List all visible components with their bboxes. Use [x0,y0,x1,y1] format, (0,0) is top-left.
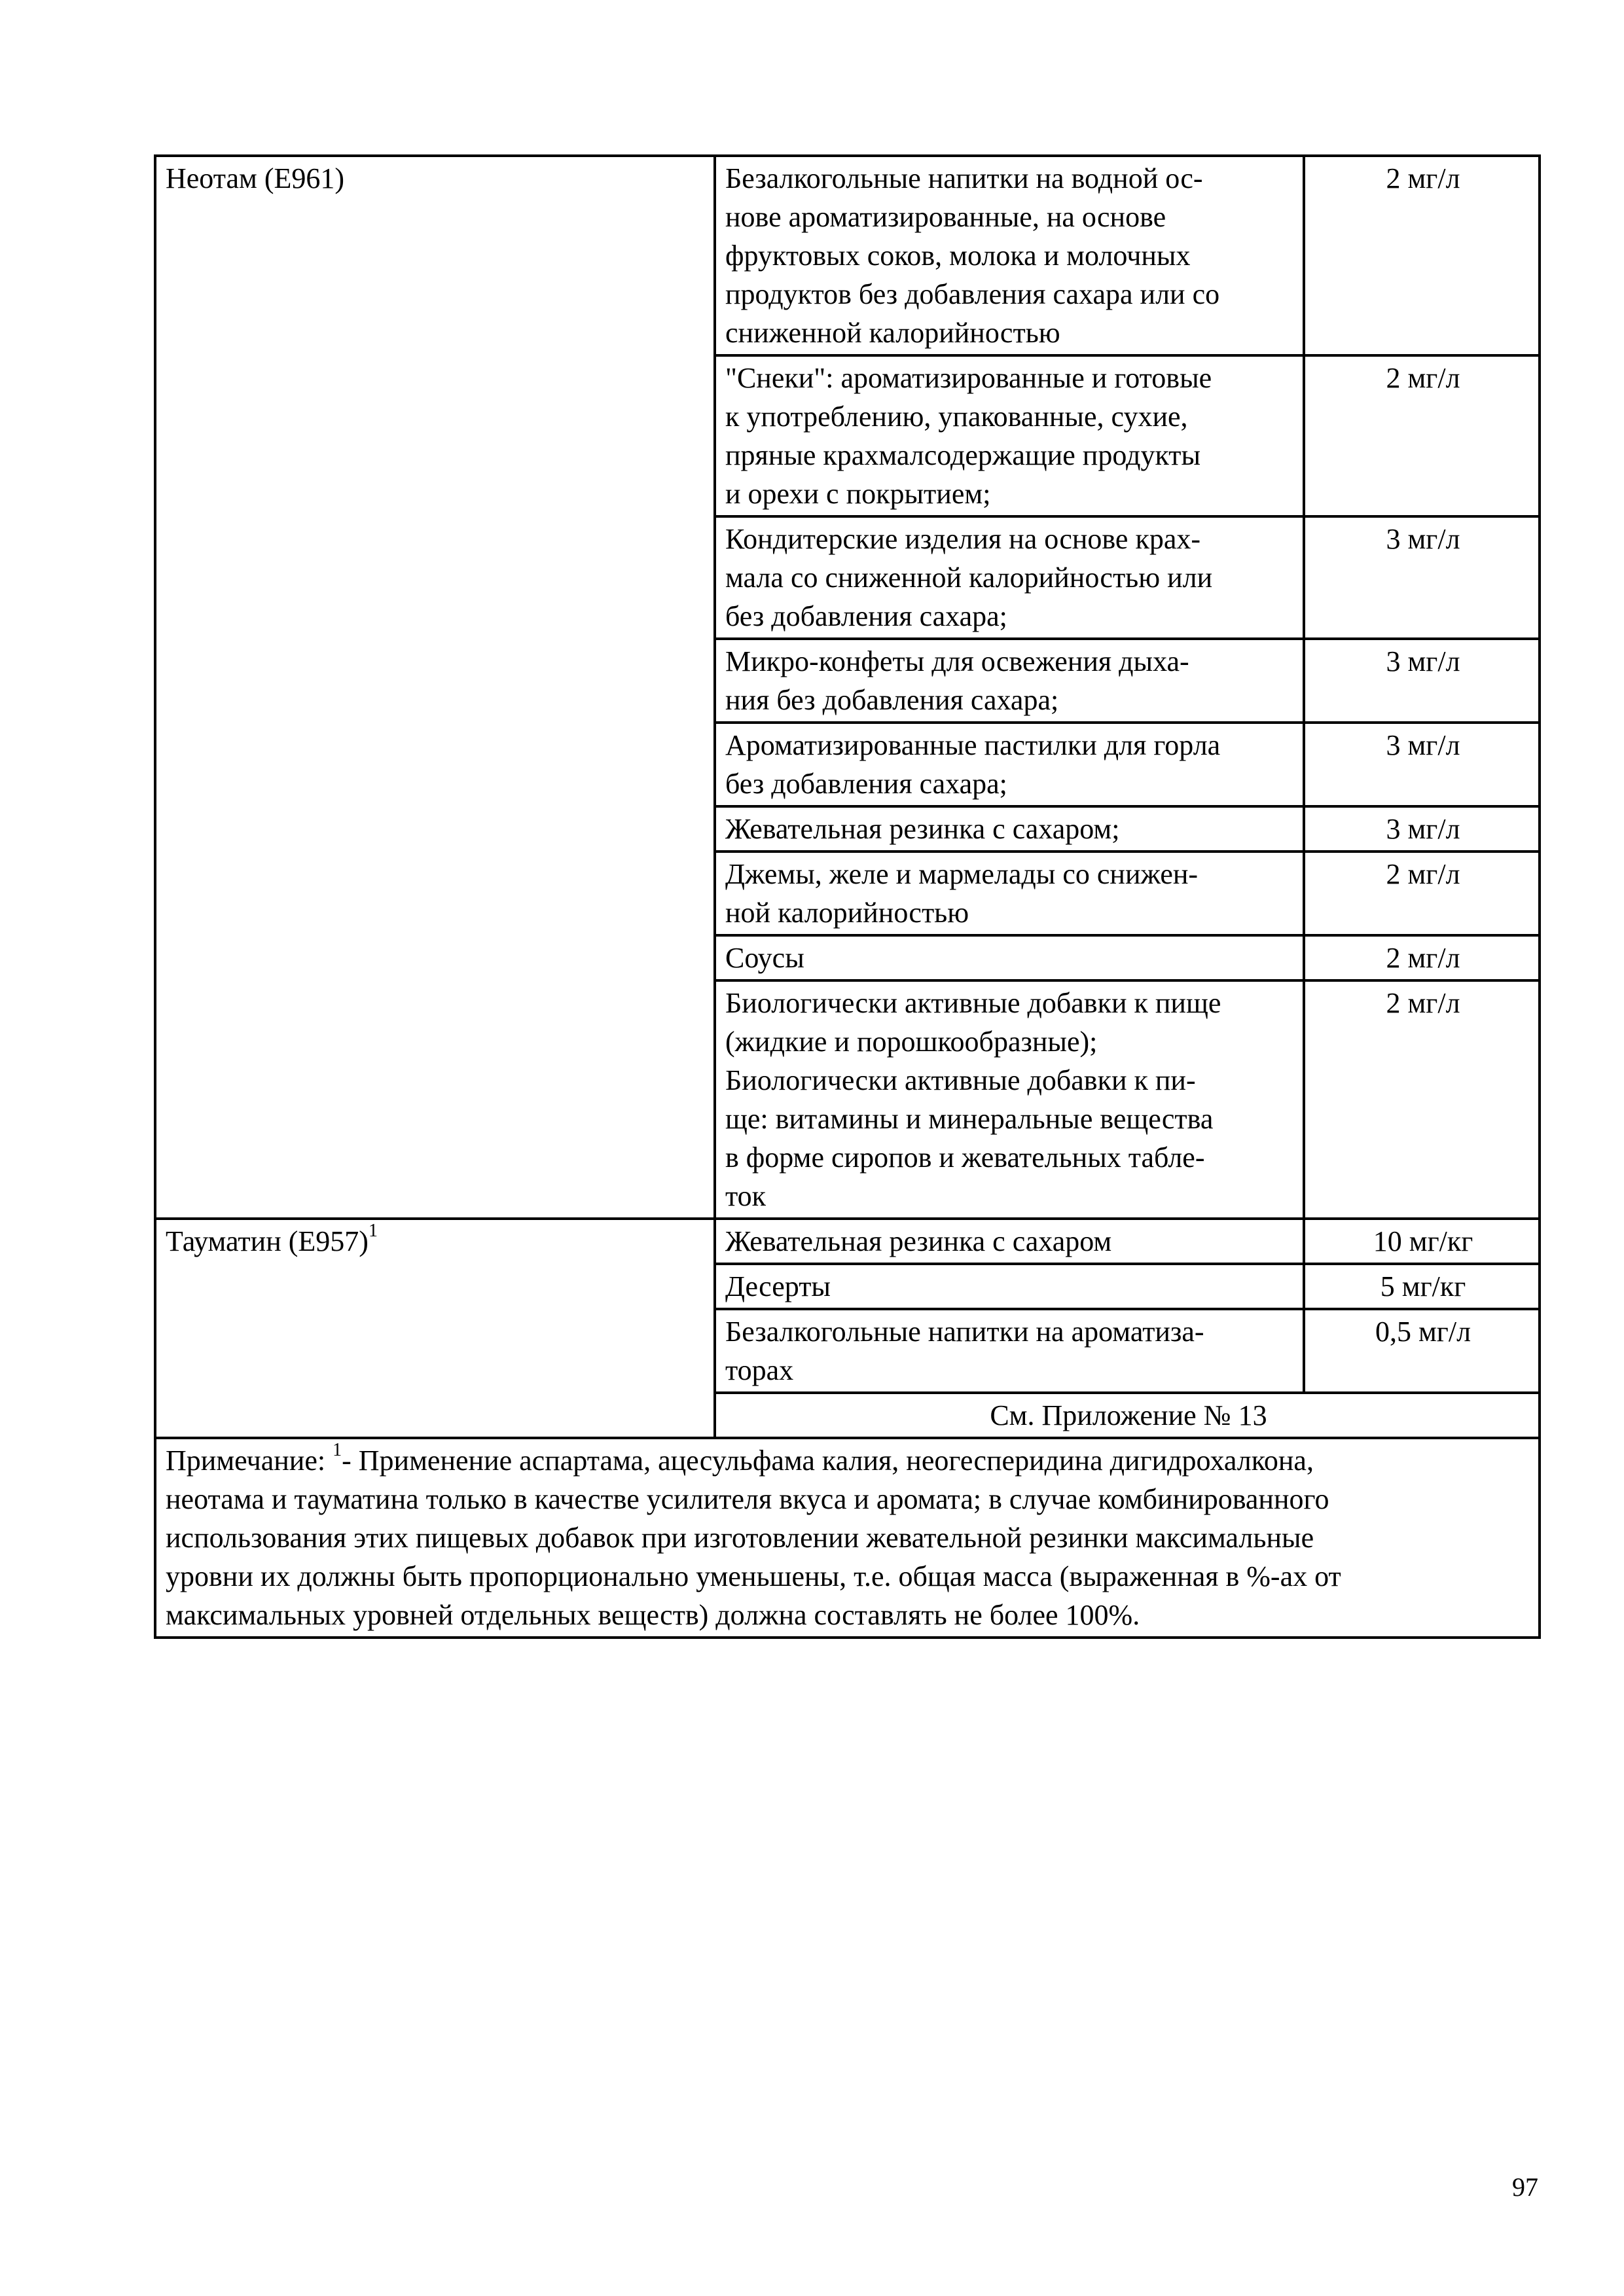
level-cell: 0,5 мг/л [1304,1309,1540,1393]
table-row [155,1438,1540,1638]
level-cell: 3 мг/л [1304,639,1540,723]
product-cell: Жевательная резинка с сахаром [715,1219,1304,1264]
additive-name-thaumatin [155,1219,715,1438]
note-cell [155,1438,1540,1638]
level-cell: 2 мг/л [1304,980,1540,1219]
table-row [155,1219,1540,1264]
product-cell: Ароматизированные пастилки для горла без добавления сахара; [715,723,1304,806]
product-cell: Безалкогольные напитки на водной ос- нове ароматизированные, на основе фруктовых соков, молока и молочных продуктов без добавления сахара или со сниженной калорийностью [715,156,1304,355]
level-cell: 5 мг/кг [1304,1264,1540,1309]
product-cell: Микро-конфеты для освежения дыха- ния без добавления сахара; [715,639,1304,723]
table-row [155,156,1540,355]
level-cell: 3 мг/л [1304,516,1540,639]
level-cell: 3 мг/л [1304,806,1540,852]
level-cell: 2 мг/л [1304,935,1540,980]
level-cell: 10 мг/кг [1304,1219,1540,1264]
see-appendix-cell: См. Приложение № 13 [715,1393,1540,1438]
footnote-mark: 1 [368,1221,378,1242]
level-cell: 3 мг/л [1304,723,1540,806]
product-cell: Биологически активные добавки к пище (жидкие и порошкообразные); Биологически активные добавки к пи- ще: витамины и минеральные вещества в форме сиропов и жевательных табле- ток [715,980,1304,1219]
additives-table [154,154,1541,1639]
footnote-mark: 1 [333,1440,342,1461]
product-cell: Джемы, желе и мармелады со снижен- ной калорийностью [715,852,1304,935]
page-number: 97 [1512,2172,1538,2202]
product-cell: Жевательная резинка с сахаром; [715,806,1304,852]
product-cell: Безалкогольные напитки на ароматиза- торах [715,1309,1304,1393]
product-cell: Десерты [715,1264,1304,1309]
additive-name-neotame [155,156,715,1219]
level-cell: 2 мг/л [1304,355,1540,516]
additive-name-text: Неотам (Е961) [166,162,345,194]
note-label: Примечание: [166,1444,333,1477]
product-cell: Соусы [715,935,1304,980]
note-text: - Применение аспартама, ацесульфама калия, неогесперидина дигидрохалкона, неотама и тауматина только в качестве усилителя вкуса и аромата; в случае комбинированного использования этих пищевых добавок при изготовлении жевательной резинки максимальные уровни их должны быть пропорционально уменьшены, т.е. общая масса (выраженная в %-ах от максимальных уровней отдельных веществ) должна составлять не более 100%. [166,1444,1341,1631]
product-cell: "Снеки": ароматизированные и готовые к употреблению, упакованные, сухие, пряные крахмалсодержащие продукты и орехи с покрытием; [715,355,1304,516]
additive-name-text: Тауматин (Е957) [166,1225,369,1257]
level-cell: 2 мг/л [1304,156,1540,355]
product-cell: Кондитерские изделия на основе крах- мала со сниженной калорийностью или без добавления сахара; [715,516,1304,639]
level-cell: 2 мг/л [1304,852,1540,935]
